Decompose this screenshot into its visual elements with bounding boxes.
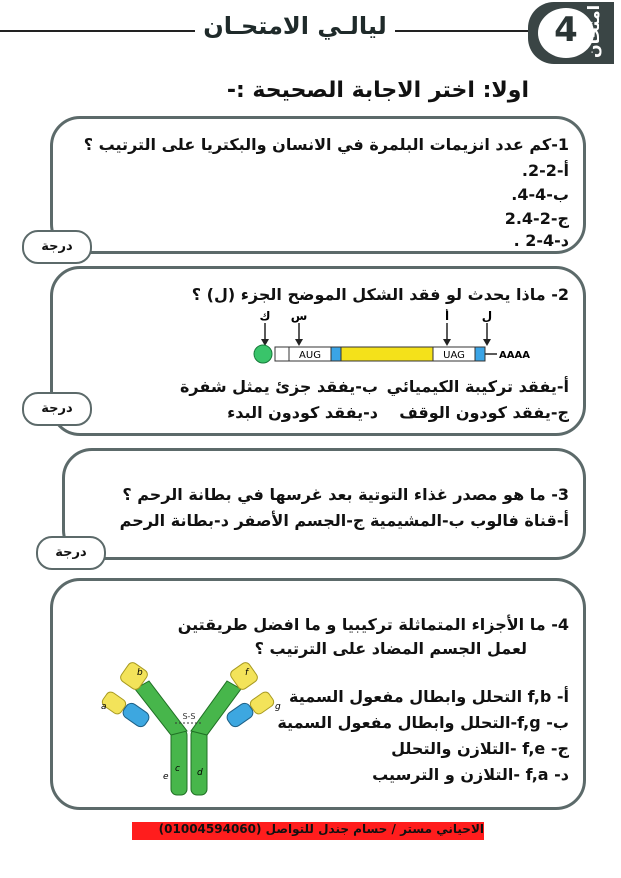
start-marker: [331, 347, 341, 361]
q2-option-d[interactable]: د-يفقد كودون البدء: [227, 403, 378, 422]
antibody-label-b: b: [137, 668, 143, 678]
exam-label: امتحان: [584, 4, 603, 58]
heavy-chain-stem-right: [191, 729, 207, 795]
q2-option-c[interactable]: ج-يفقد كودون الوقف: [399, 403, 569, 422]
q4-option-c[interactable]: ج- f,e -التلازن والتحلل: [391, 739, 569, 758]
grade-box-q3[interactable]: درجة: [36, 536, 106, 570]
antibody-label-f: f: [245, 668, 249, 678]
question-3-text: 3- ما هو مصدر غذاء التوتية بعد غرسها في بطانة الرحم ؟: [122, 485, 569, 504]
q4-option-a[interactable]: أ- f,b التحلل وابطال مفعول السمية: [289, 687, 569, 706]
cap-circle: [254, 345, 272, 363]
label-l-pointer: [483, 323, 491, 346]
grade-box-q1[interactable]: درجة: [22, 230, 92, 264]
q4-option-b[interactable]: ب- f,g-التحلل وابطال مفعول السمية: [277, 713, 569, 732]
antibody-label-d: d: [197, 768, 203, 778]
poly-a-tail: AAAA: [499, 350, 530, 361]
heavy-chain-stem-left: [171, 729, 187, 795]
q1-option-c[interactable]: ج-2-2.4: [504, 209, 569, 228]
stop-codon-text: UAG: [443, 350, 465, 361]
q2-option-b[interactable]: ب-يفقد جزئ يمثل شفرة: [179, 377, 378, 396]
heavy-chain-arm-right: [191, 681, 241, 735]
heavy-chain-arm-left: [135, 681, 187, 735]
antibody-label-g: g: [275, 702, 281, 712]
question-4-box: [50, 578, 586, 810]
antibody-label-a: a: [101, 702, 107, 712]
q1-option-b[interactable]: ب-4-4.: [511, 185, 569, 204]
five-prime-region: [275, 347, 289, 361]
q3-options[interactable]: أ-قناة فالوب ب-المشيمية ج-الجسم الأصفر د-بطانة الرحم: [119, 511, 569, 530]
antibody-label-c: c: [175, 764, 180, 774]
question-4-text-line1: 4- ما الأجزاء المتماثلة تركيبيا و ما افضل طريقتين: [177, 615, 569, 634]
diagram-label-s: س: [290, 309, 308, 323]
q1-option-a[interactable]: أ-2-2.: [521, 161, 569, 180]
footer-contact: الاحياني مستر / حسام جندل للتواصل (01004594060): [158, 822, 484, 836]
diagram-label-l: ل: [481, 309, 493, 323]
label-s-pointer: [295, 323, 303, 346]
start-codon-text: AUG: [299, 350, 321, 361]
section-title: اولا: اختر الاجابة الصحيحة :-: [226, 78, 529, 103]
mrna-diagram: [249, 309, 559, 369]
question-4-text-line2: لعمل الجسم المضاد على الترتيب ؟: [254, 639, 527, 658]
exam-number: 4: [554, 10, 578, 50]
q4-option-d[interactable]: د- f,a -التلازن و الترسيب: [372, 765, 569, 784]
stop-marker: [475, 347, 485, 361]
question-2-text: 2- ماذا يحدث لو فقد الشكل الموضح الجزء (ل) ؟: [191, 285, 569, 304]
antibody-diagram: [79, 659, 309, 799]
label-k-pointer: [261, 323, 269, 346]
diagram-label-a: أ: [444, 309, 450, 323]
q2-option-a[interactable]: أ-يفقد تركيبة الكيميائي: [386, 377, 569, 396]
q1-option-d[interactable]: د-4-2 .: [513, 231, 569, 250]
question-2-box: [50, 266, 586, 436]
question-1-box: [50, 116, 586, 254]
question-3-box: [62, 448, 586, 560]
question-1-text: 1-كم عدد انزيمات البلمرة في الانسان والبكتريا على الترتيب ؟: [83, 135, 569, 154]
disulfide-bond-label: S-S: [182, 712, 196, 721]
diagram-label-k: ك: [259, 309, 271, 323]
antibody-label-e: e: [163, 772, 169, 782]
grade-box-q2[interactable]: درجة: [22, 392, 92, 426]
label-a-pointer: [443, 323, 451, 346]
page-title: ليالـي الامتحـان: [203, 12, 387, 40]
